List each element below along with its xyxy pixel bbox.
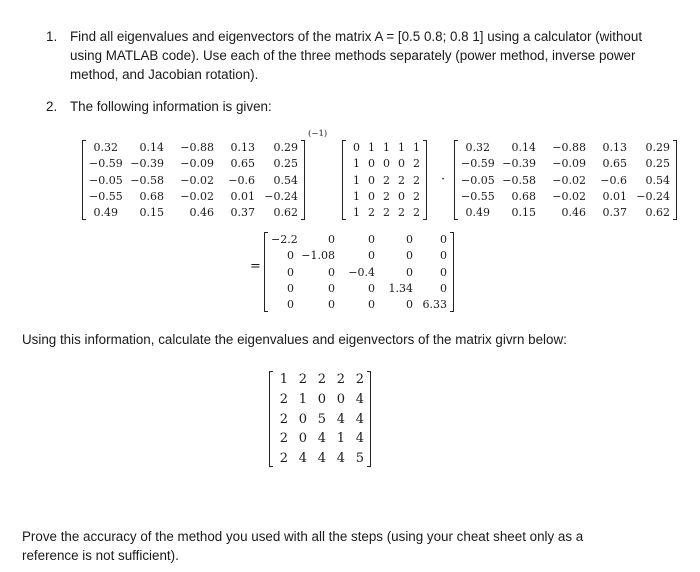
- matrix-cell: 5: [355, 451, 364, 466]
- matrix-cell: 0: [440, 249, 447, 263]
- equals-sign: =: [250, 259, 261, 274]
- closing-line: Prove the accuracy of the method you used with all the steps (using your cheat sheet only as a reference is not sufficient).: [22, 529, 584, 563]
- question-1-number: 1.: [46, 29, 58, 44]
- instruction-text: [22, 330, 682, 349]
- matrix-cell: 0.65: [602, 157, 627, 171]
- matrix-cell: 0: [317, 391, 326, 407]
- matrix-cell: 0.54: [273, 173, 298, 187]
- matrix-cell: 4: [317, 451, 326, 466]
- matrix-cell: −0.55: [461, 189, 495, 203]
- matrix-cell: 0: [440, 265, 447, 279]
- instruction-line: Using this information, calculate the eigenvalues and eigenvectors of the matrix givrn below:: [22, 332, 567, 347]
- right-bracket: [450, 232, 454, 312]
- matrix-cell: 0.13: [602, 141, 627, 154]
- question-1-text: Find all eigenvalues and eigenvectors of the matrix A = [0.5 0.8; 0.8 1] using a calculator (without using MATLAB code). Use each of the three methods separately (power method, inverse power method, and Jacobian rotation).: [70, 29, 643, 82]
- matrix-cell: −0.59: [89, 157, 123, 171]
- matrix-cell: 0: [398, 157, 405, 171]
- matrix-cell: 2: [413, 157, 420, 171]
- matrix-cell: 0.46: [561, 206, 586, 219]
- matrix-cell: 1: [279, 372, 288, 387]
- matrix-cell: 2: [279, 431, 288, 447]
- matrix-cell: 1: [353, 173, 360, 187]
- matrix-cell: 1: [353, 157, 360, 171]
- matrix-cell: 0.68: [511, 189, 536, 203]
- matrix-cell: 0: [328, 298, 335, 311]
- matrix-cell: 2: [398, 206, 405, 219]
- matrix-cell: 0: [406, 298, 413, 311]
- matrix-cell: 0: [328, 281, 335, 295]
- matrix-cell: 2: [413, 206, 420, 219]
- matrix-cell: 0.49: [465, 206, 490, 219]
- matrix-p: [82, 140, 305, 220]
- matrix-cell: 2: [298, 372, 307, 387]
- matrix-cell: 4: [298, 451, 307, 466]
- matrix-cell: 0.37: [602, 206, 627, 219]
- matrix-cell: 0: [368, 233, 375, 246]
- matrix-cell: −0.02: [552, 189, 586, 203]
- matrix-cell: 0: [287, 249, 294, 263]
- matrix-cell: 4: [355, 431, 364, 447]
- right-bracket: [367, 371, 371, 467]
- matrix-cell: −0.09: [180, 157, 214, 171]
- matrix-cell: 0.29: [645, 141, 670, 154]
- matrix-grid: [346, 140, 423, 220]
- matrix-cell: −0.55: [89, 189, 123, 203]
- matrix-cell: 2: [383, 206, 390, 219]
- matrix-cell: 2: [279, 411, 288, 427]
- matrix-cell: 0.15: [139, 206, 164, 219]
- question-2-text: The following information is given:: [70, 99, 272, 114]
- right-bracket: [301, 140, 305, 220]
- matrix-cell: 1: [398, 141, 405, 154]
- matrix-cell: 1: [353, 189, 360, 203]
- matrix-cell: 1: [298, 391, 307, 407]
- matrix-cell: 0.68: [139, 189, 164, 203]
- matrix-cell: 0: [440, 281, 447, 295]
- matrix-cell: −1.08: [301, 249, 335, 263]
- matrix-cell: 0: [368, 157, 375, 171]
- matrix-cell: 0: [368, 281, 375, 295]
- matrix-grid: [273, 371, 367, 467]
- matrix-cell: 2: [279, 451, 288, 466]
- matrix-cell: 0: [406, 233, 413, 246]
- matrix-cell: 4: [336, 451, 345, 466]
- matrix-cell: −0.02: [552, 173, 586, 187]
- matrix-cell: 6.33: [422, 298, 447, 311]
- matrix-cell: 2: [336, 372, 345, 387]
- matrix-cell: 0.29: [273, 141, 298, 154]
- matrix-grid: [458, 140, 673, 220]
- matrix-cell: 4: [355, 391, 364, 407]
- matrix-cell: 0: [398, 189, 405, 203]
- matrix-cell: 0.25: [645, 157, 670, 171]
- matrix-cell: −0.88: [180, 141, 214, 154]
- matrix-cell: 4: [355, 411, 364, 427]
- matrix-cell: 0.32: [465, 141, 490, 154]
- matrix-cell: −0.24: [264, 189, 298, 203]
- matrix-cell: 0: [406, 249, 413, 263]
- matrix-cell: 0: [368, 173, 375, 187]
- matrix-cell: −0.05: [89, 173, 123, 187]
- matrix-cell: 0.14: [139, 141, 164, 154]
- matrix-cell: 5: [317, 411, 326, 427]
- matrix-cell: 0: [368, 249, 375, 263]
- matrix-cell: 0.15: [511, 206, 536, 219]
- matrix-cell: 0.62: [273, 206, 298, 219]
- matrix-cell: 2: [398, 173, 405, 187]
- matrix-cell: −0.24: [636, 189, 670, 203]
- matrix-cell: −0.05: [461, 173, 495, 187]
- matrix-cell: 2: [368, 206, 375, 219]
- matrix-cell: 0.01: [602, 189, 627, 203]
- matrix-cell: 2: [317, 372, 326, 387]
- matrix-cell: 0: [287, 298, 294, 311]
- matrix-cell: 1.34: [388, 281, 413, 295]
- inverse-superscript: (−1): [308, 129, 328, 139]
- matrix-cell: 0.37: [230, 206, 255, 219]
- matrix-cell: 0.62: [645, 206, 670, 219]
- matrix-cell: 0.49: [93, 206, 118, 219]
- matrix-cell: 2: [383, 173, 390, 187]
- matrix-cell: 1: [413, 141, 420, 154]
- matrix-cell: 0.65: [230, 157, 255, 171]
- matrix-grid: [86, 140, 301, 220]
- matrix-cell: 0: [353, 141, 360, 154]
- matrix-d: [264, 232, 454, 312]
- matrix-cell: 0.13: [230, 141, 255, 154]
- matrix-cell: 0: [298, 431, 307, 447]
- matrix-cell: 2: [413, 173, 420, 187]
- matrix-b: [342, 140, 427, 220]
- matrix-cell: 0: [287, 281, 294, 295]
- matrix-cell: 0.46: [189, 206, 214, 219]
- matrix-cell: 2: [383, 189, 390, 203]
- matrix-cell: −2.2: [271, 233, 298, 246]
- matrix-cell: 0: [368, 298, 375, 311]
- matrix-cell: 2: [279, 391, 288, 407]
- matrix-m: [269, 371, 371, 467]
- matrix-cell: 0.25: [273, 157, 298, 171]
- matrix-cell: 0: [406, 265, 413, 279]
- matrix-cell: −0.88: [552, 141, 586, 154]
- matrix-cell: −0.58: [502, 173, 536, 187]
- matrix-cell: 1: [336, 431, 345, 447]
- matrix-cell: 2: [355, 372, 364, 387]
- matrix-cell: −0.39: [502, 157, 536, 171]
- matrix-cell: −0.39: [130, 157, 164, 171]
- right-bracket: [423, 140, 427, 220]
- matrix-cell: 1: [368, 141, 375, 154]
- right-bracket: [673, 140, 677, 220]
- matrix-cell: 4: [317, 431, 326, 447]
- matrix-cell: 2: [413, 189, 420, 203]
- matrix-cell: 0.32: [93, 141, 118, 154]
- matrix-cell: 0: [336, 391, 345, 407]
- matrix-cell: −0.02: [180, 189, 214, 203]
- matrix-cell: 0.54: [645, 173, 670, 187]
- matrix-cell: −0.09: [552, 157, 586, 171]
- multiplication-dot: ·: [441, 172, 446, 187]
- matrix-cell: 0: [298, 411, 307, 427]
- closing-text: [22, 527, 622, 565]
- matrix-cell: −0.02: [180, 173, 214, 187]
- matrix-cell: 0.14: [511, 141, 536, 154]
- matrix-cell: −0.58: [130, 173, 164, 187]
- matrix-cell: −0.59: [461, 157, 495, 171]
- matrix-cell: 0: [287, 265, 294, 279]
- matrix-cell: 0: [368, 189, 375, 203]
- question-2-number: 2.: [46, 99, 58, 114]
- matrix-cell: 0: [328, 233, 335, 246]
- matrix-cell: 4: [336, 411, 345, 427]
- matrix-cell: −0.6: [600, 173, 627, 187]
- matrix-cell: 1: [383, 141, 390, 154]
- matrix-cell: 0: [383, 157, 390, 171]
- matrix-grid: [268, 232, 450, 312]
- matrix-cell: 1: [353, 206, 360, 219]
- matrix-cell: 0: [440, 233, 447, 246]
- matrix-cell: −0.6: [228, 173, 255, 187]
- matrix-cell: 0: [328, 265, 335, 279]
- matrix-cell: −0.4: [348, 265, 375, 279]
- matrix-p-right: [454, 140, 677, 220]
- matrix-cell: 0.01: [230, 189, 255, 203]
